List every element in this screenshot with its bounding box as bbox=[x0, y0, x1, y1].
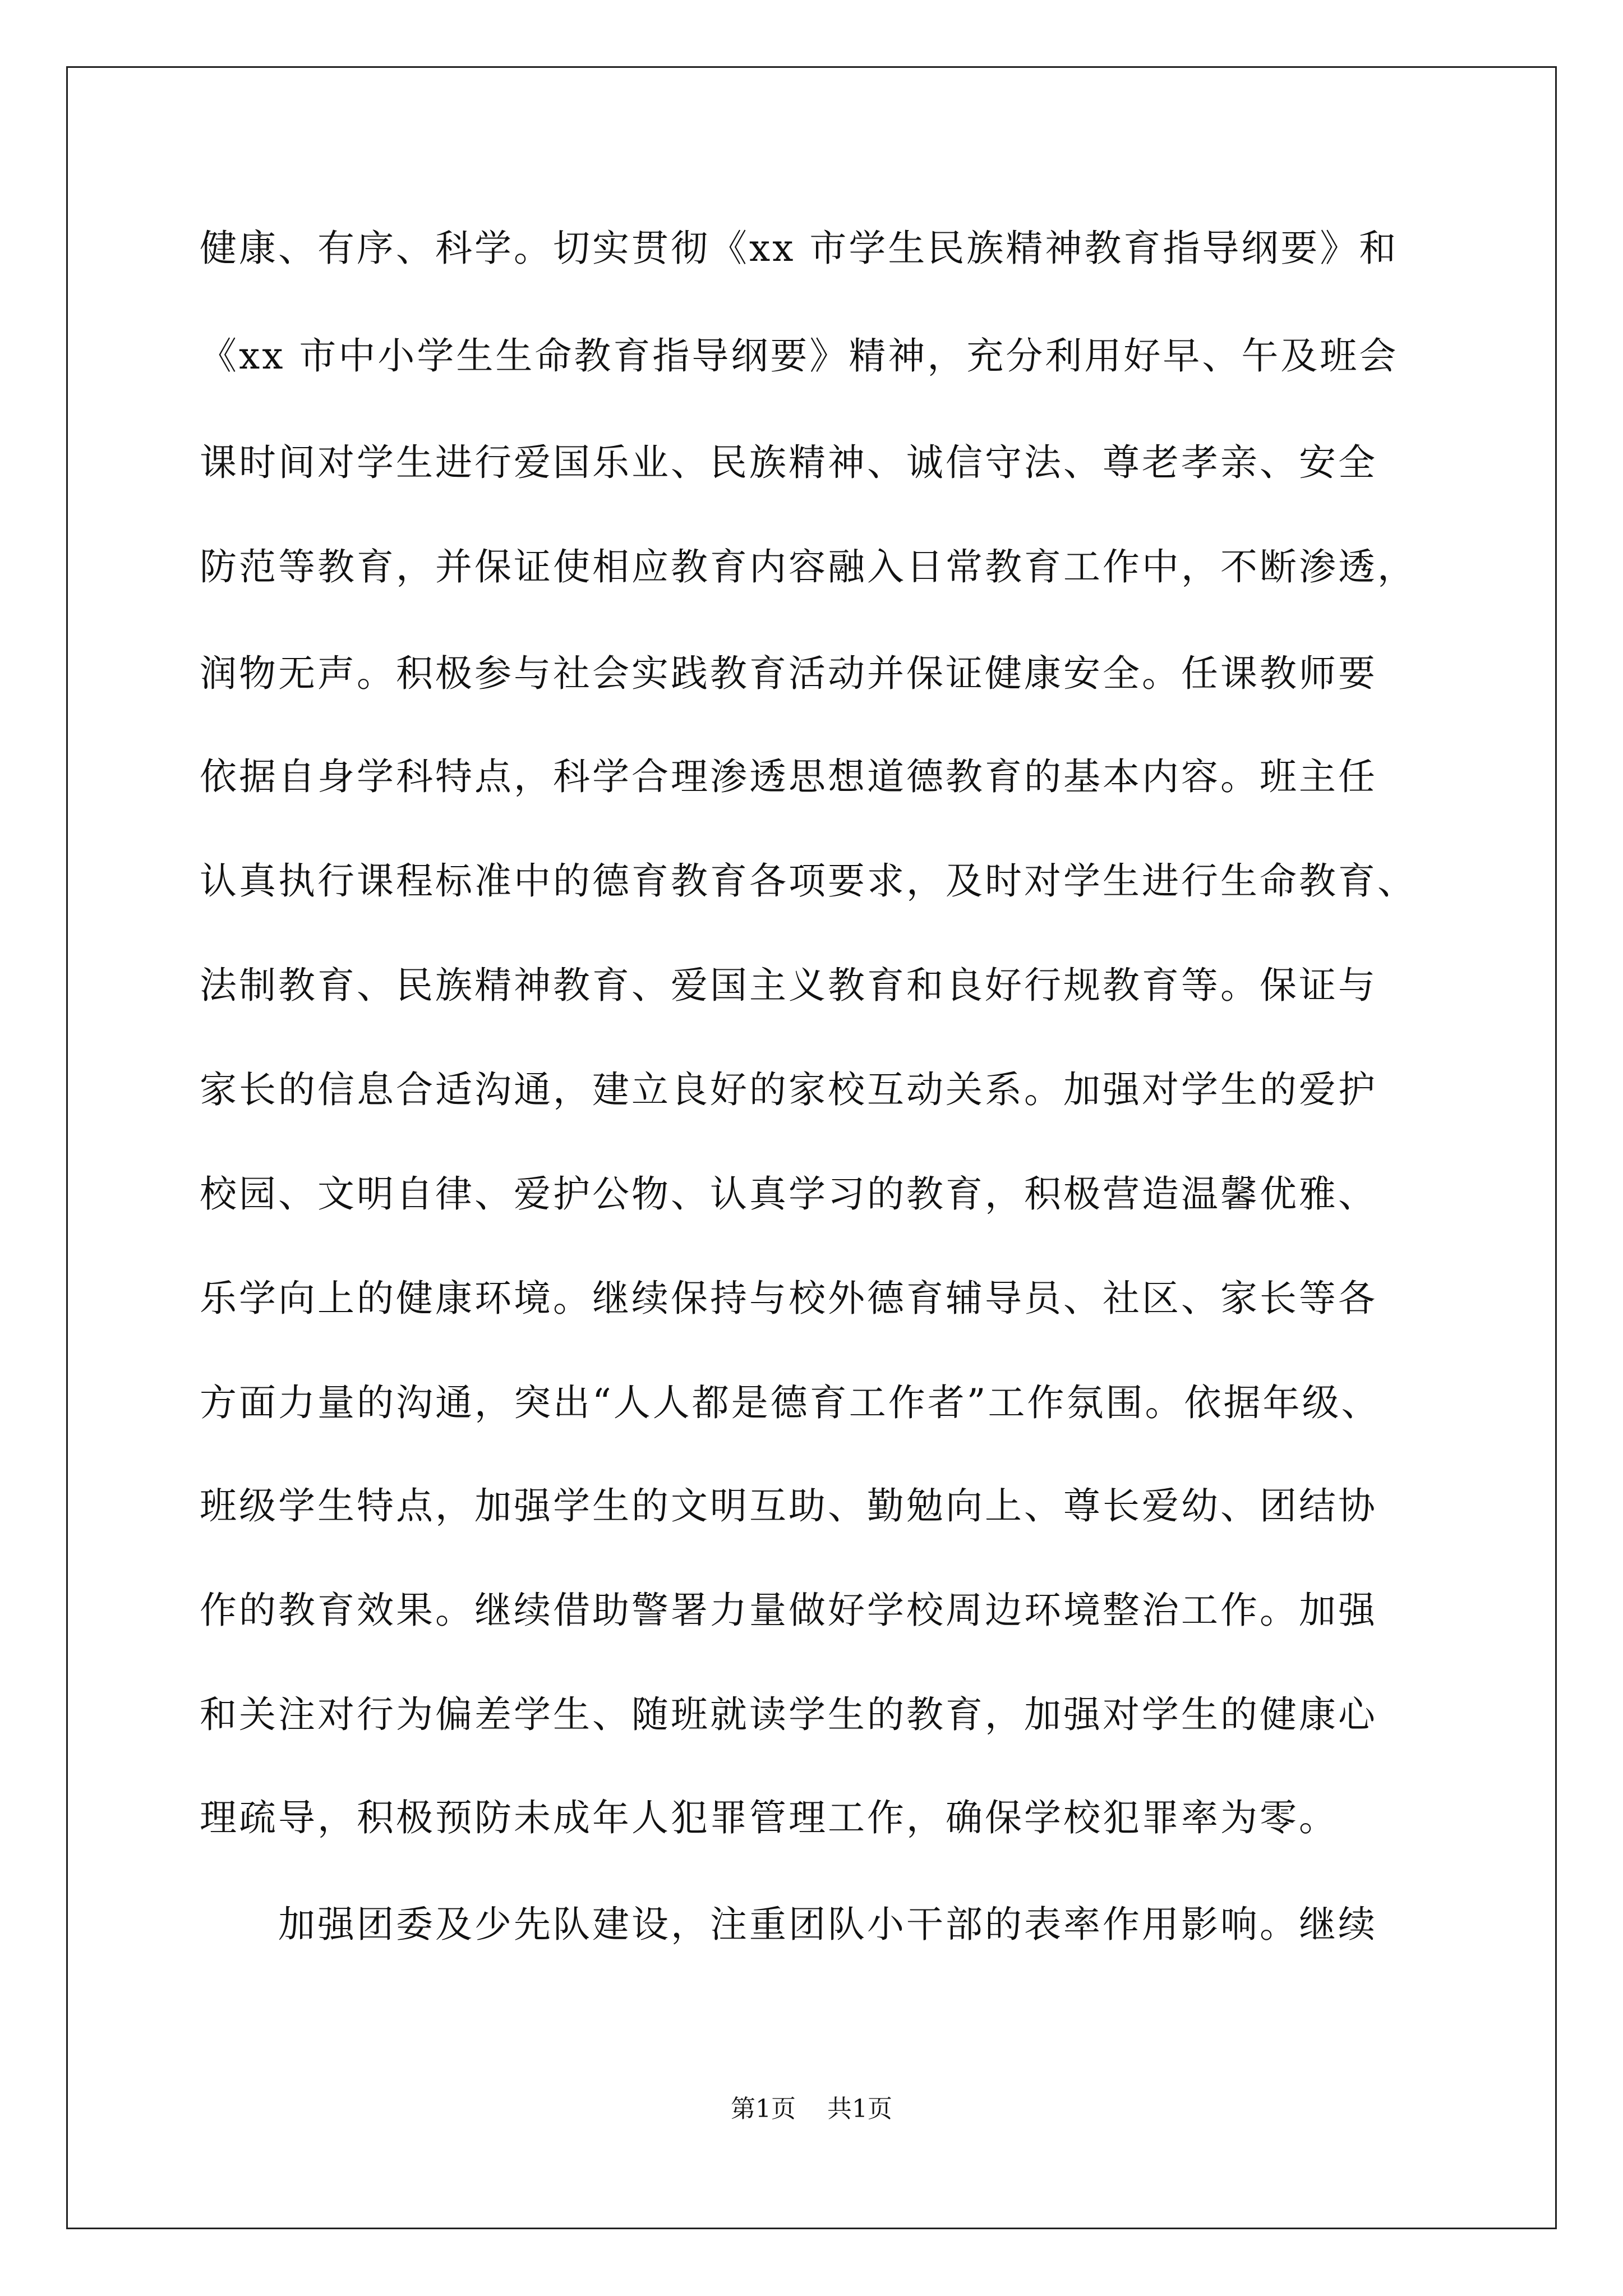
page-footer: 第1页 共1页 bbox=[731, 2095, 892, 2123]
text-line: 乐学向上的健康环境。继续保持与校外德育辅导员、社区、家长等各 bbox=[200, 1277, 1377, 1320]
text-line: 润物无声。积极参与社会实践教育活动并保证健康安全。任课教师要 bbox=[200, 652, 1377, 695]
text-line: 法制教育、民族精神教育、爱国主义教育和良好行规教育等。保证与 bbox=[200, 964, 1377, 1007]
text-line: 作的教育效果。继续借助警署力量做好学校周边环境整治工作。加强 bbox=[200, 1589, 1377, 1632]
text-line: 方面力量的沟通，突出“人人都是德育工作者”工作氛围。依据年级、 bbox=[200, 1381, 1381, 1424]
text-line: 家长的信息合适沟通，建立良好的家校互动关系。加强对学生的爱护 bbox=[200, 1068, 1377, 1111]
text-line: 班级学生特点，加强学生的文明互助、勤勉向上、尊长爱幼、团结协 bbox=[200, 1484, 1377, 1527]
text-line: 《xx 市中小学生生命教育指导纲要》精神，充分利用好早、午及班会 bbox=[200, 334, 1399, 378]
text-line: 课时间对学生进行爱国乐业、民族精神、诚信守法、尊老孝亲、安全 bbox=[200, 441, 1377, 484]
text-line: 理疏导，积极预防未成年人犯罪管理工作，确保学校犯罪率为零。 bbox=[200, 1796, 1338, 1839]
text-line: 依据自身学科特点，科学合理渗透思想道德教育的基本内容。班主任 bbox=[200, 755, 1377, 798]
text-line: 防范等教育，并保证使相应教育内容融入日常教育工作中，不断渗透， bbox=[200, 545, 1417, 588]
paragraph-start-line: 加强团委及少先队建设，注重团队小干部的表率作用影响。继续 bbox=[278, 1903, 1377, 1946]
text-line: 和关注对行为偏差学生、随班就读学生的教育，加强对学生的健康心 bbox=[200, 1693, 1377, 1736]
text-line: 健康、有序、科学。切实贯彻《xx 市学生民族精神教育指导纲要》和 bbox=[200, 227, 1399, 270]
text-line: 认真执行课程标准中的德育教育各项要求，及时对学生进行生命教育、 bbox=[200, 859, 1417, 903]
text-line: 校园、文明自律、爱护公物、认真学习的教育，积极营造温馨优雅、 bbox=[200, 1172, 1377, 1216]
